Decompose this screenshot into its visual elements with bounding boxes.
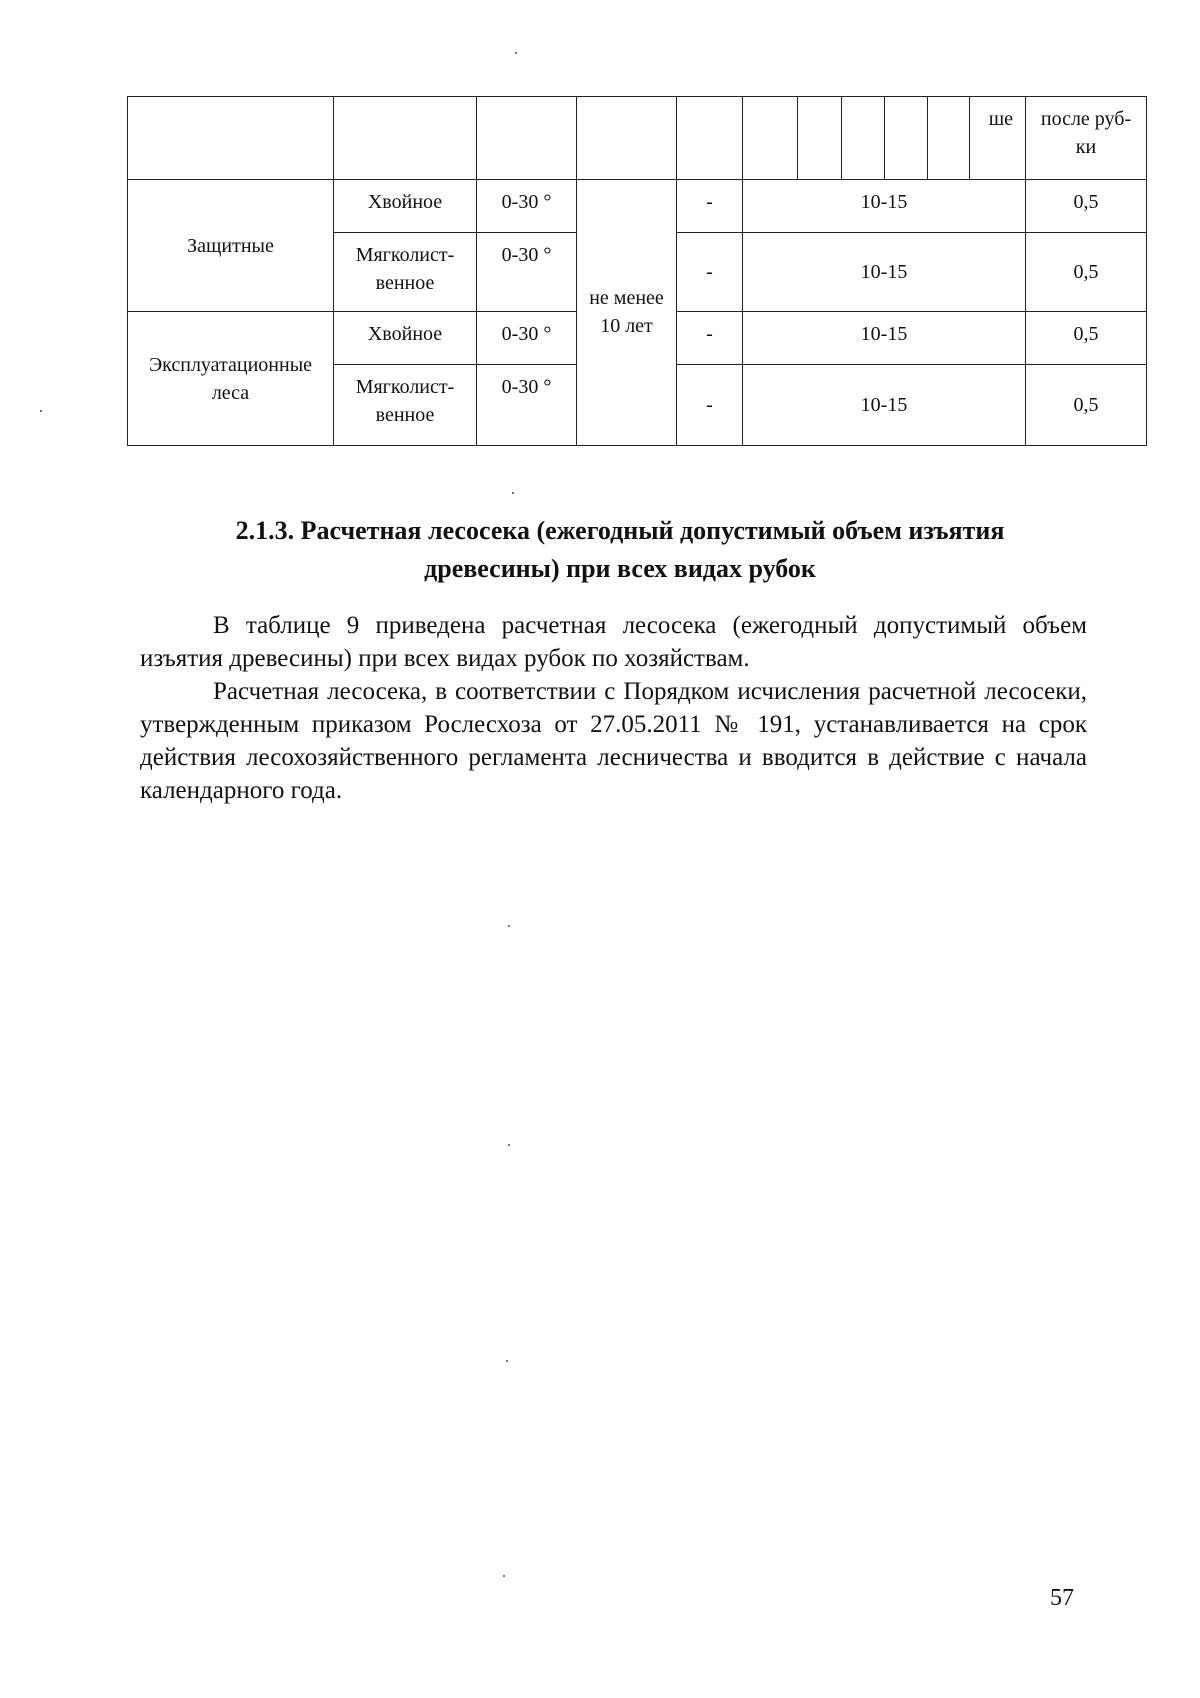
body-paragraph-2: Расчетная лесосека, в соответствии с Порядком исчисления расчетной лесосеки, утвержденным приказом Рослесхоза от 27.05.2011 № 191, устанавливается на срок действия лесохозяйственного регламента лесничества и вводится в действие с начала календарного года.	[140, 678, 1087, 804]
forest-cutting-table	[127, 96, 1147, 446]
species-cell: Мягколист-венное	[334, 365, 477, 446]
page-number: 57	[1050, 1585, 1074, 1611]
range-cell: 10-15	[743, 232, 1026, 312]
value-cell: 0,5	[1026, 179, 1147, 232]
range-cell: 10-15	[743, 312, 1026, 365]
dash-cell: -	[677, 365, 743, 446]
body-paragraph-1: В таблице 9 приведена расчетная лесосека (ежегодный допустимый объем изъятия древесины) при всех видах рубок по хозяйствам.	[140, 612, 1087, 672]
slope-cell: 0-30 °	[477, 232, 577, 312]
scan-dust-dot	[40, 410, 42, 412]
table-header-row	[128, 97, 1147, 180]
header-cell-she: ше	[970, 97, 1026, 180]
group-protective: Защитные	[128, 179, 334, 312]
group-exploitation: Эксплуатационные леса	[128, 312, 334, 446]
period-cell: не менее 10 лет	[577, 179, 677, 445]
species-cell: Хвойное	[334, 312, 477, 365]
scan-dust-dot	[506, 1360, 508, 1362]
species-cell: Хвойное	[334, 179, 477, 232]
section-heading-line-2: древесины) при всех видах рубок	[424, 554, 816, 583]
scan-dust-dot	[515, 52, 517, 54]
dash-cell: -	[677, 312, 743, 365]
value-cell: 0,5	[1026, 365, 1147, 446]
header-cell-after-cutting: после руб-ки	[1026, 97, 1147, 180]
slope-cell: 0-30 °	[477, 365, 577, 446]
table-row	[128, 179, 1147, 232]
dash-cell: -	[677, 232, 743, 312]
species-cell: Мягколист-венное	[334, 232, 477, 312]
slope-cell: 0-30 °	[477, 179, 577, 232]
scan-dust-dot	[503, 1575, 505, 1577]
dash-cell: -	[677, 179, 743, 232]
range-cell: 10-15	[743, 365, 1026, 446]
section-heading	[140, 512, 1100, 588]
scan-dust-dot	[512, 492, 514, 494]
scan-dust-dot	[508, 1144, 510, 1146]
range-cell: 10-15	[743, 179, 1026, 232]
scan-dust-dot	[508, 925, 510, 927]
value-cell: 0,5	[1026, 232, 1147, 312]
section-heading-line-1: 2.1.3. Расчетная лесосека (ежегодный допустимый объем изъятия	[235, 516, 1005, 545]
value-cell: 0,5	[1026, 312, 1147, 365]
slope-cell: 0-30 °	[477, 312, 577, 365]
